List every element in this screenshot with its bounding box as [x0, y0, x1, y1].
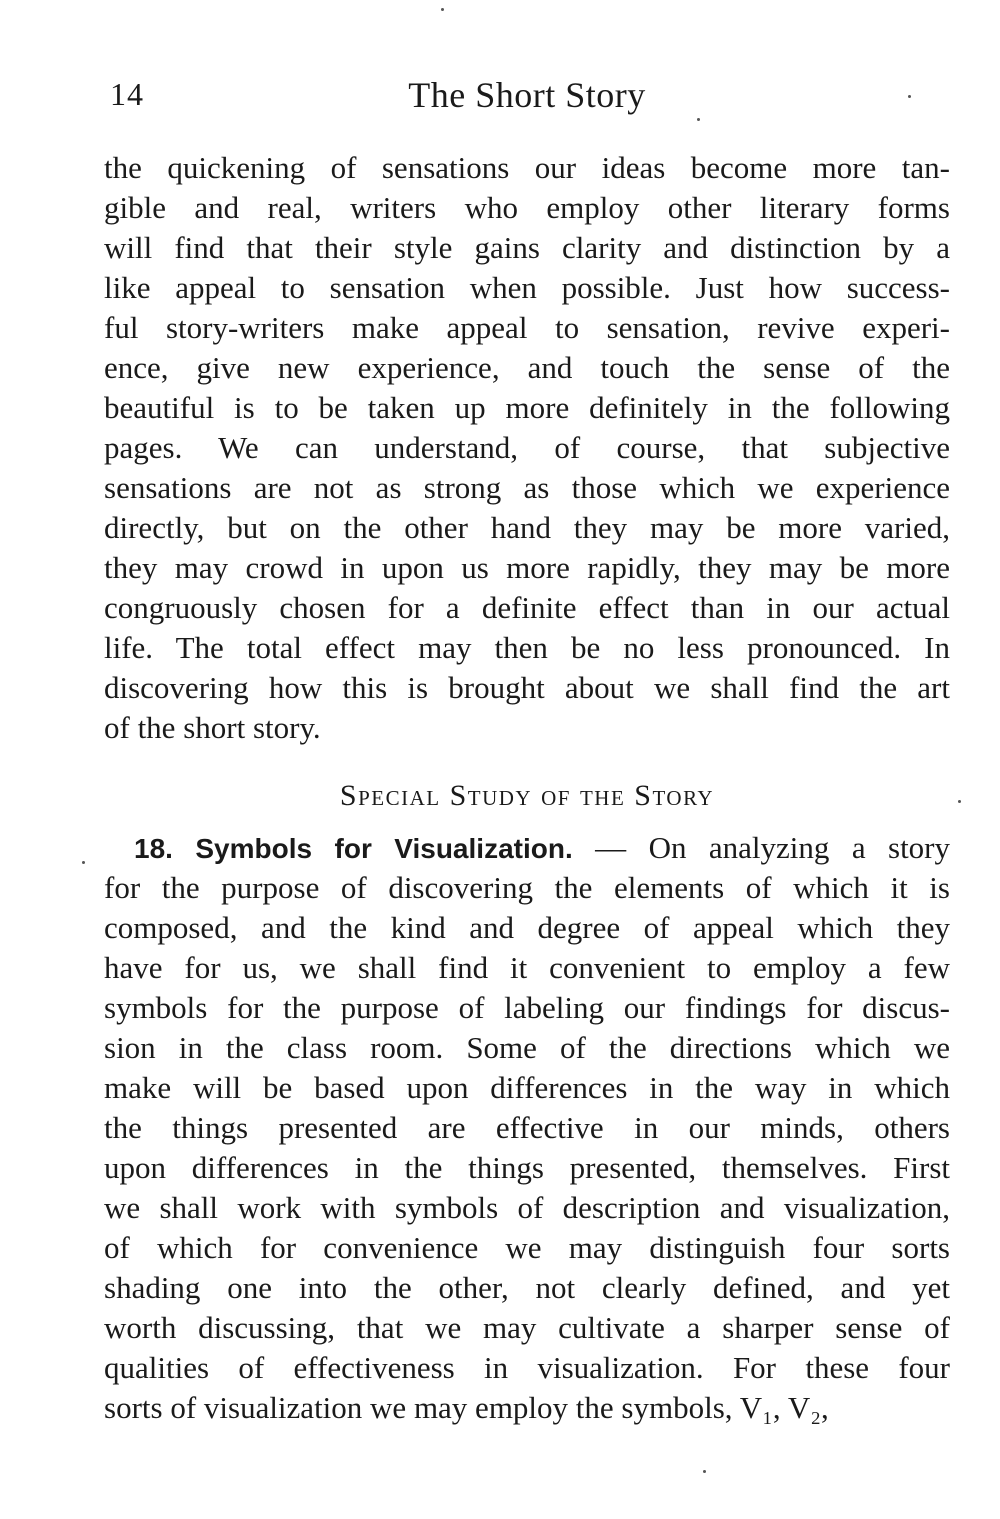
paragraph-2-first-line-text: — On analyzing a story [572, 830, 951, 865]
print-speck [703, 1470, 706, 1473]
text-line: discovering how this is brought about we shall find the art [104, 670, 950, 705]
paragraph-title: Symbols for Visualization. [195, 833, 573, 864]
text-line: make will be based upon differences in the way in which [104, 1070, 950, 1105]
text-line: like appeal to sensation when possible. Just how success- [104, 270, 950, 305]
text-line: of which for convenience we may distinguish four sorts [104, 1230, 950, 1265]
section-heading: Special Study of the Story [339, 779, 715, 812]
text-line: have for us, we shall find it convenient to employ a few [104, 950, 950, 985]
text-line: sion in the class room. Some of the directions which we [104, 1030, 950, 1065]
text-line: sensations are not as strong as those which we experience [104, 470, 950, 505]
text-line: congruously chosen for a definite effect than in our actual [104, 590, 950, 625]
page-number: 14 [110, 76, 144, 112]
text-line: beautiful is to be taken up more definitely in the following [104, 390, 950, 425]
text-line: gible and real, writers who employ other literary forms [104, 190, 950, 225]
print-speck [82, 861, 85, 864]
text-line: ence, give new experience, and touch the sense of the [104, 350, 950, 385]
text-line: composed, and the kind and degree of appeal which they [104, 910, 950, 945]
text-line: directly, but on the other hand they may be more varied, [104, 510, 950, 545]
text-line: sorts of visualization we may employ the symbols, V₁, V₂, [104, 1390, 829, 1425]
text-line: life. The total effect may then be no less pronounced. In [104, 630, 950, 665]
running-head [104, 72, 950, 122]
text-line: pages. We can understand, of course, that subjective [104, 430, 950, 465]
paragraph-number: 18. [134, 833, 173, 864]
text-line: the quickening of sensations our ideas become more tan- [104, 150, 950, 185]
running-title: The Short Story [408, 75, 646, 115]
text-line: for the purpose of discovering the elements of which it is [104, 870, 950, 905]
text-line: ful story-writers make appeal to sensation, revive experi- [104, 310, 950, 345]
text-line: upon differences in the things presented, themselves. First [104, 1150, 950, 1185]
text-line: shading one into the other, not clearly defined, and yet [104, 1270, 950, 1305]
print-speck [697, 118, 700, 121]
paragraph-2-first-line [134, 828, 950, 868]
text-line: the things presented are effective in our minds, others [104, 1110, 950, 1145]
text-line: qualities of effectiveness in visualization. For these four [104, 1350, 950, 1385]
text-line: worth discussing, that we may cultivate a sharper sense of [104, 1310, 950, 1345]
text-line: of the short story. [104, 710, 321, 745]
print-speck [441, 8, 444, 11]
text-line: we shall work with symbols of description and visualization, [104, 1190, 950, 1225]
print-speck [908, 95, 911, 98]
text-line: will find that their style gains clarity and distinction by a [104, 230, 950, 265]
text-line: symbols for the purpose of labeling our findings for discus- [104, 990, 950, 1025]
print-speck [958, 800, 961, 803]
text-line: they may crowd in upon us more rapidly, they may be more [104, 550, 950, 585]
